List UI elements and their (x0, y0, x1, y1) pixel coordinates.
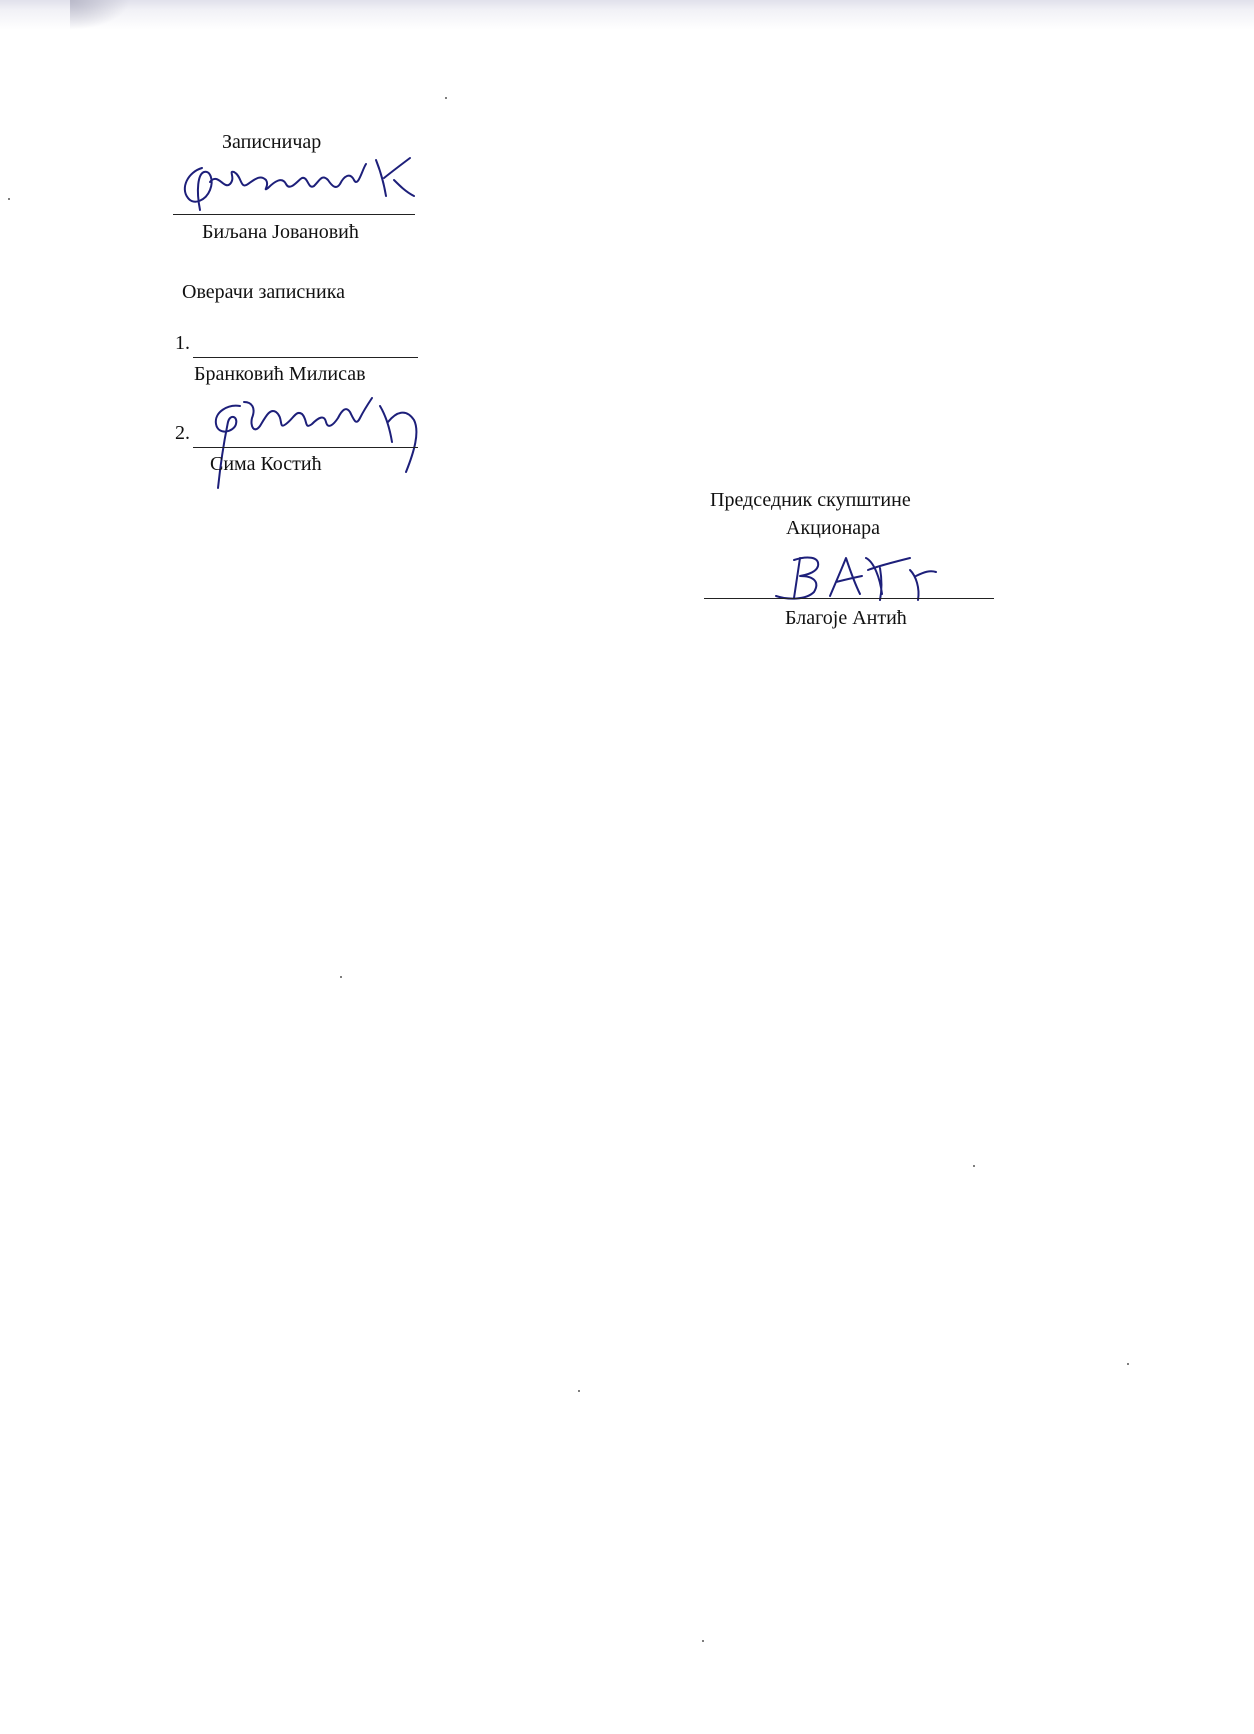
verifier-2-name: Сима Костић (210, 453, 322, 475)
scan-corner-shadow (70, 0, 130, 30)
president-title-line2: Акционара (786, 517, 881, 539)
verifier-2-signature-line (193, 447, 418, 448)
president-name: Благоје Антић (785, 607, 907, 629)
verifiers-title: Оверачи записника (182, 281, 345, 303)
verifier-1-number: 1. (175, 332, 190, 354)
president-title-line1: Председник скупштине (710, 489, 911, 511)
verifier-2-number: 2. (175, 422, 190, 444)
scan-speck (340, 976, 342, 978)
scan-speck (1127, 1363, 1129, 1365)
verifier-1-name: Бранковић Милисав (194, 363, 366, 385)
scan-speck (8, 198, 10, 200)
scan-speck (578, 1390, 580, 1392)
scan-speck (973, 1165, 975, 1167)
scan-top-shadow (0, 0, 1254, 30)
scan-speck (702, 1640, 704, 1642)
recorder-signature (170, 150, 420, 220)
recorder-title: Записничар (222, 131, 322, 153)
verifier-1-signature-line (193, 357, 418, 358)
scan-speck (445, 97, 447, 99)
verifier-2-signature (200, 392, 440, 492)
recorder-name: Биљана Јовановић (202, 221, 359, 243)
president-signature (770, 548, 940, 608)
president-signature-line (704, 598, 994, 599)
recorder-signature-line (173, 214, 415, 215)
